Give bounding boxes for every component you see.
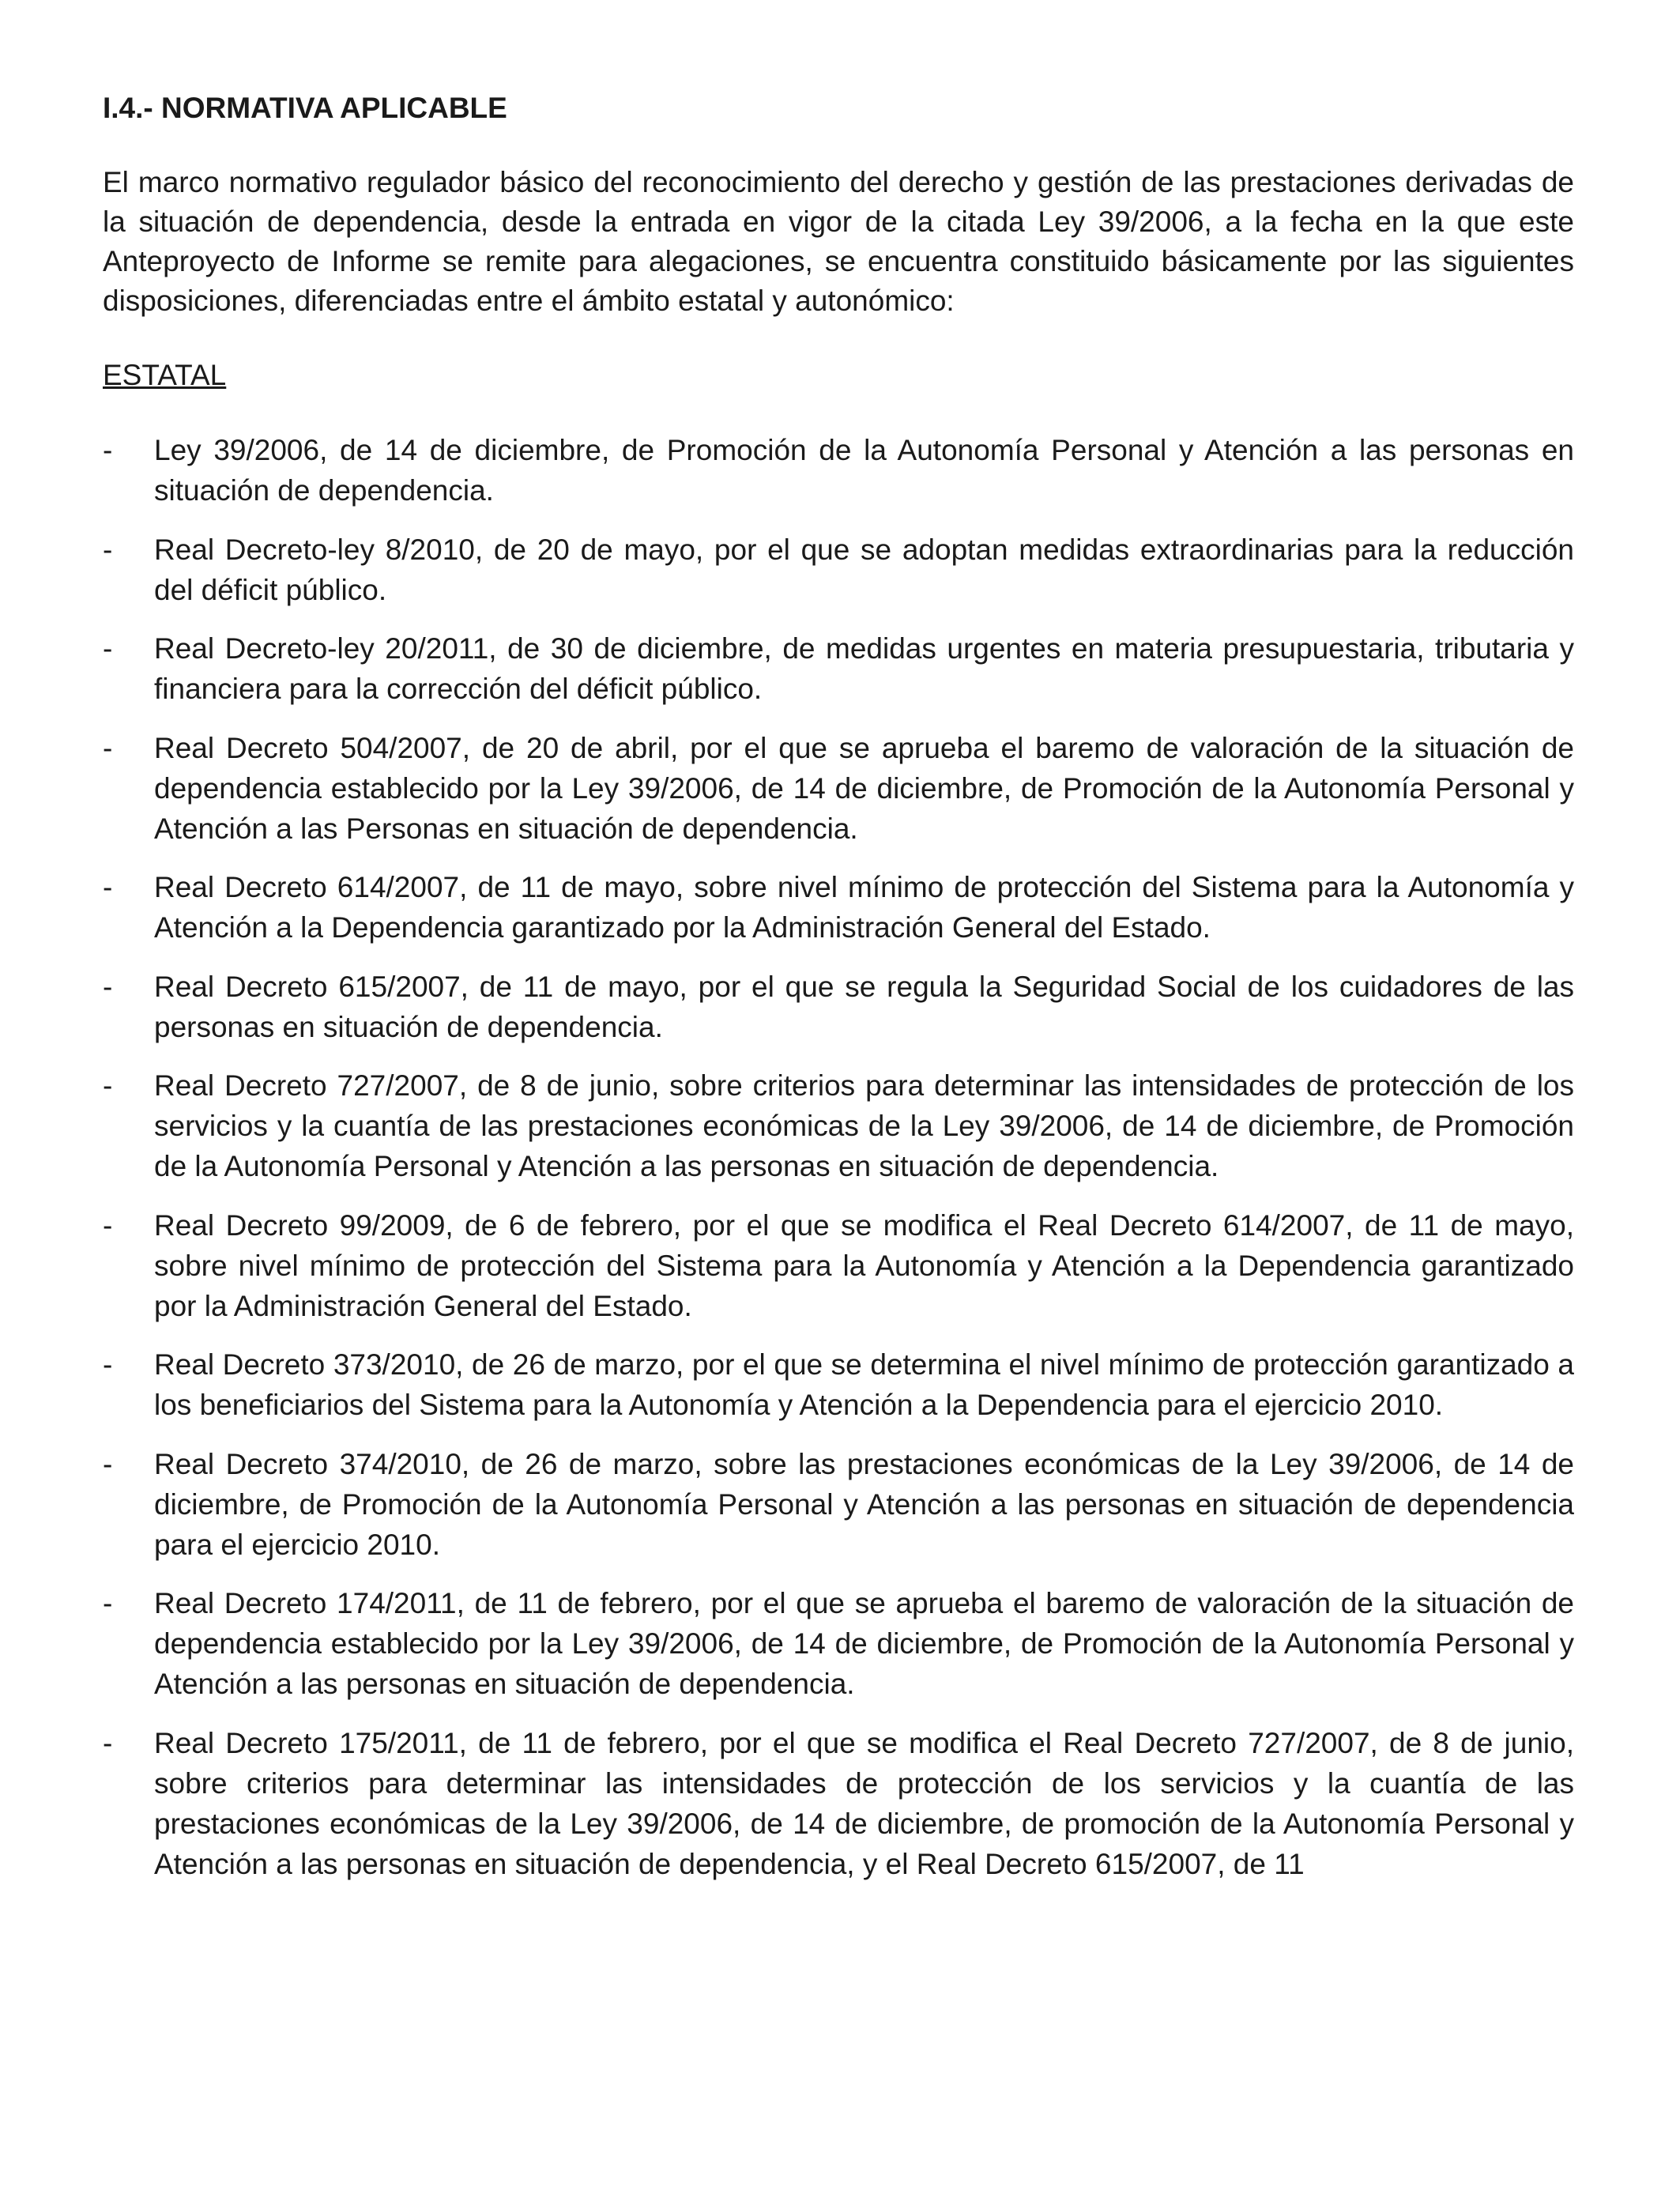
document-page <box>103 89 1574 1902</box>
list-item <box>103 1583 1574 1704</box>
list-item-text: Real Decreto-ley 8/2010, de 20 de mayo, por el que se adoptan medidas extraordinarias para la reducción del déficit público. <box>154 533 1574 606</box>
intro-paragraph: El marco normativo regulador básico del reconocimiento del derecho y gestión de las prestaciones derivadas de la situación de dependencia, desde la entrada en vigor de la citada Ley 39/2006, a la fecha en la que este Anteproyecto de Informe se remite para alegaciones, se encuentra constituido básicamente por las siguientes disposiciones, diferenciadas entre el ámbito estatal y autonómico: <box>103 166 1574 317</box>
dash-bullet: - <box>103 1208 113 1242</box>
list-item <box>103 530 1574 610</box>
list-item-text: Real Decreto 99/2009, de 6 de febrero, por el que se modifica el Real Decreto 614/2007, de 11 de mayo, sobre nivel mínimo de protección del Sistema para la Autonomía y Atención a la Dependencia garantizado por la Administración General del Estado. <box>154 1208 1574 1322</box>
list-item-text: Ley 39/2006, de 14 de diciembre, de Promoción de la Autonomía Personal y Atención a las personas en situación de dependencia. <box>154 434 1574 507</box>
dash-bullet: - <box>103 1726 113 1759</box>
dash-bullet: - <box>103 632 113 665</box>
list-item <box>103 867 1574 948</box>
list-item <box>103 1205 1574 1326</box>
list-item <box>103 1723 1574 1884</box>
list-item-text: Real Decreto-ley 20/2011, de 30 de diciembre, de medidas urgentes en materia presupuestaria, tributaria y financiera para la corrección del déficit público. <box>154 632 1574 705</box>
list-item <box>103 1065 1574 1186</box>
dash-bullet: - <box>103 434 113 466</box>
regulation-list <box>103 430 1574 1884</box>
list-item-text: Real Decreto 615/2007, de 11 de mayo, por el que se regula la Seguridad Social de los cuidadores de las personas en situación de dependencia. <box>154 970 1574 1043</box>
list-item <box>103 1444 1574 1565</box>
list-item-text: Real Decreto 614/2007, de 11 de mayo, sobre nivel mínimo de protección del Sistema para la Autonomía y Atención a la Dependencia garantizado por la Administración General del Estado. <box>154 871 1574 944</box>
dash-bullet: - <box>103 1447 113 1480</box>
section-heading: I.4.- NORMATIVA APLICABLE <box>103 92 507 124</box>
list-item-text: Real Decreto 174/2011, de 11 de febrero, por el que se aprueba el baremo de valoración de la situación de dependencia establecido por la Ley 39/2006, de 14 de diciembre, de Promoción de la Autonomía Personal y Atención a las personas en situación de dependencia. <box>154 1587 1574 1700</box>
list-item <box>103 1344 1574 1425</box>
dash-bullet: - <box>103 533 113 566</box>
list-item-text: Real Decreto 727/2007, de 8 de junio, sobre criterios para determinar las intensidades de protección de los servicios y la cuantía de las prestaciones económicas de la Ley 39/2006, de 14 de diciembre, de Promoción de la Autonomía Personal y Atención a las personas en situación de dependencia. <box>154 1069 1574 1182</box>
list-item <box>103 430 1574 511</box>
list-item <box>103 728 1574 849</box>
list-item-text: Real Decreto 374/2010, de 26 de marzo, sobre las prestaciones económicas de la Ley 39/2006, de 14 de diciembre, de Promoción de la Autonomía Personal y Atención a las personas en situación de dependencia para el ejercicio 2010. <box>154 1447 1574 1561</box>
list-item <box>103 967 1574 1047</box>
dash-bullet: - <box>103 1587 113 1619</box>
subsection-title-estatal: ESTATAL <box>103 359 227 391</box>
list-item <box>103 628 1574 709</box>
list-item-text: Real Decreto 175/2011, de 11 de febrero, por el que se modifica el Real Decreto 727/2007, de 8 de junio, sobre criterios para determinar las intensidades de protección de los servicios y la cuantía de las prestaciones económicas de la Ley 39/2006, de 14 de diciembre, de promoción de la Autonomía Personal y Atención a las personas en situación de dependencia, y el Real Decreto 615/2007, de 11 <box>154 1726 1574 1880</box>
dash-bullet: - <box>103 731 113 764</box>
dash-bullet: - <box>103 970 113 1003</box>
dash-bullet: - <box>103 871 113 903</box>
list-item-text: Real Decreto 373/2010, de 26 de marzo, por el que se determina el nivel mínimo de protección garantizado a los beneficiarios del Sistema para la Autonomía y Atención a la Dependencia para el ejercicio 2010. <box>154 1348 1574 1421</box>
list-item-text: Real Decreto 504/2007, de 20 de abril, por el que se aprueba el baremo de valoración de la situación de dependencia establecido por la Ley 39/2006, de 14 de diciembre, de Promoción de la Autonomía Personal y Atención a las Personas en situación de dependencia. <box>154 731 1574 845</box>
dash-bullet: - <box>103 1069 113 1102</box>
dash-bullet: - <box>103 1348 113 1381</box>
